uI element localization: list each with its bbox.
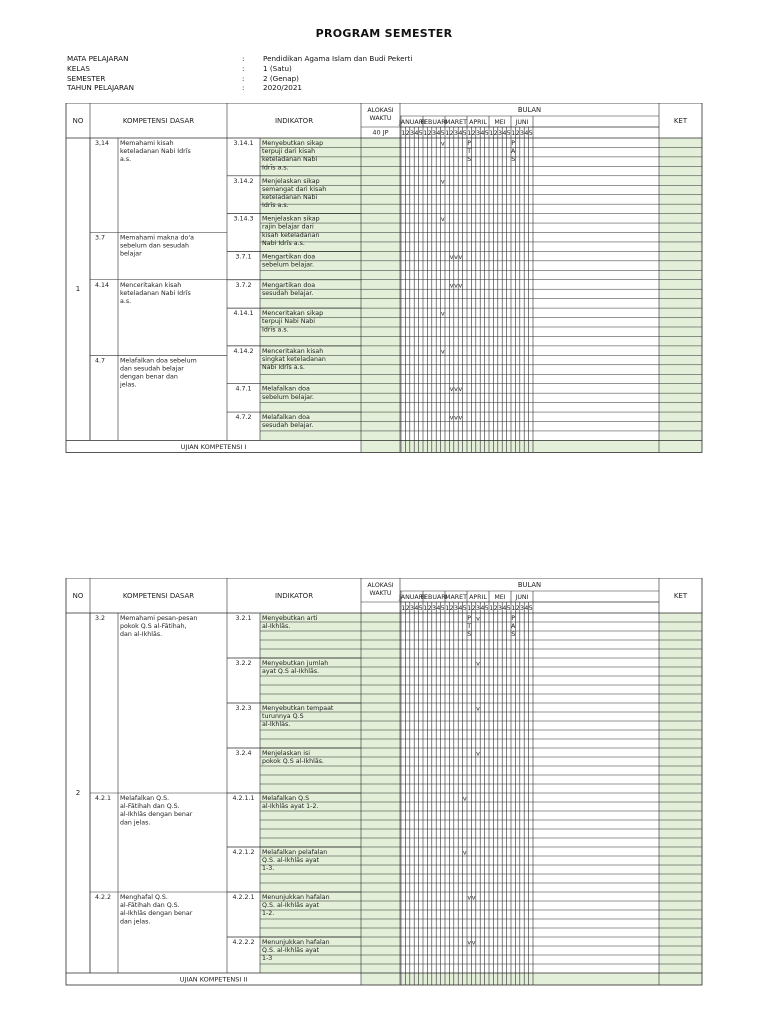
- week-number: 1: [467, 605, 472, 612]
- week-number: 5: [440, 605, 445, 612]
- week-number: 1: [511, 605, 516, 612]
- kd-code: 3,14: [95, 140, 110, 147]
- week-number: 5: [418, 130, 423, 137]
- header-alokasi: ALOKASI: [367, 107, 394, 114]
- header-no: NO: [72, 117, 84, 125]
- week-number: 1: [467, 130, 472, 137]
- indicator-code: 4.2.1.1: [232, 795, 255, 802]
- footer-label: UJIAN KOMPETENSI I: [180, 442, 247, 451]
- week-number: 4: [436, 605, 441, 612]
- indicator-code: 3.7.1: [235, 253, 252, 261]
- month-label: APRIL: [469, 594, 487, 601]
- header-kompetensi-dasar: KOMPETENSI DASAR: [122, 592, 195, 600]
- month-label: MEI: [494, 119, 506, 126]
- document-meta: [67, 54, 467, 93]
- week-number: 5: [506, 130, 511, 137]
- week-number: 2: [471, 130, 476, 137]
- kd-description: Memahami makna do'a sebelum dan sesudah belajar: [120, 234, 194, 258]
- ket-fill: [659, 613, 702, 985]
- schedule-mark: v: [462, 795, 467, 803]
- header-ket: KET: [673, 592, 688, 600]
- schedule-mark: v: [440, 178, 445, 186]
- indicator-description: Menunjukkan hafalan Q.S. al-Ikhlās ayat 1-3: [262, 939, 330, 963]
- week-number: 2: [405, 130, 410, 137]
- indicator-code: 3.14.1: [233, 140, 254, 147]
- page-title: PROGRAM SEMESTER: [315, 27, 453, 40]
- week-number: 5: [484, 605, 489, 612]
- pas-letter: A: [511, 623, 516, 630]
- week-number: 5: [506, 605, 511, 612]
- schedule-mark: v: [454, 282, 458, 290]
- week-number: 3: [475, 130, 481, 137]
- month-label: MEI: [494, 594, 506, 601]
- indicator-code: 3.2.2: [235, 660, 252, 667]
- week-number: 1: [489, 605, 494, 612]
- week-number: 5: [462, 130, 467, 137]
- semester-program-table: [0, 103, 768, 453]
- indicator-description: Menjelaskan sikap rajin belajar dari kisah keteladanan Nabi Idrīs a.s.: [262, 215, 320, 247]
- header-bulan: BULAN: [517, 581, 542, 589]
- semester-program-table: [0, 578, 768, 986]
- indicator-code: 4.14.2: [233, 347, 254, 355]
- meta-colon: :: [242, 73, 245, 83]
- schedule-mark: v: [458, 282, 463, 290]
- week-number: 4: [458, 130, 463, 137]
- kd-description: Menceritakan kisah keteladanan Nabi Idrīs a.s.: [120, 281, 191, 305]
- schedule-mark: v: [449, 386, 454, 394]
- meta-value: Pendidikan Agama Islam dan Budi Pekerti: [263, 54, 413, 63]
- footer-fill: [401, 973, 659, 985]
- kd-description: Memahami pesan-pesan pokok Q.S al-Fātihah, dan al-Ikhlās.: [120, 615, 198, 639]
- month-label: FEBUARI: [420, 119, 448, 126]
- schedule-mark: v: [471, 939, 476, 947]
- indicator-description: Menjelaskan sikap semangat dari kisah keteladanan Nabi Idrīs a.s.: [262, 177, 327, 210]
- week-number: 3: [497, 605, 503, 612]
- schedule-mark: v: [476, 660, 480, 668]
- indicator-description: Menjelaskan isi pokok Q.S al-Ikhlās.: [262, 750, 324, 766]
- week-number: 3: [431, 130, 437, 137]
- indicator-code: 4.2.1.2: [232, 849, 255, 856]
- week-number: 2: [405, 605, 410, 612]
- kd-description: Melafalkan doa sebelum dan sesudah belajar dengan benar dan jelas.: [120, 357, 197, 389]
- indicator-code: 3.14.3: [233, 215, 254, 223]
- pts-letter: S: [467, 631, 472, 638]
- header-no: NO: [72, 592, 84, 600]
- header-waktu: WAKTU: [369, 115, 392, 122]
- week-number: 3: [453, 605, 459, 612]
- week-number: 3: [519, 130, 525, 137]
- week-number: 3: [453, 130, 459, 137]
- meta-row: [67, 54, 467, 64]
- pas-letter: A: [511, 148, 516, 155]
- schedule-mark: v: [440, 348, 445, 356]
- pts-letter: T: [467, 623, 472, 630]
- month-label: JANUARI: [399, 119, 425, 126]
- indicator-code: 3.7.2: [235, 281, 252, 289]
- footer-label: UJIAN KOMPETENSI II: [179, 975, 248, 984]
- schedule-mark: v: [454, 253, 458, 261]
- indicator-description: Menyebutkan sikap terpuji dari kisah keteladanan Nabi Idrīs a.s.: [262, 140, 324, 172]
- week-number: 1: [401, 130, 406, 137]
- schedule-mark: v: [440, 140, 445, 148]
- month-label: JANUARI: [399, 594, 425, 601]
- schedule-mark: v: [476, 750, 480, 758]
- header-bulan: BULAN: [517, 106, 542, 114]
- schedule-mark: v: [476, 705, 480, 713]
- kd-description: Memahami kisah keteladanan Nabi Idrīs a.s.: [120, 140, 191, 164]
- week-number: 1: [489, 130, 494, 137]
- schedule-mark: v: [471, 894, 476, 902]
- header-indikator: INDIKATOR: [274, 592, 314, 600]
- indicator-description: Menyebutkan arti al-Ikhlās.: [262, 615, 318, 631]
- week-number: 4: [414, 605, 419, 612]
- meta-row: [67, 83, 467, 93]
- week-number: 5: [418, 605, 423, 612]
- indicator-code: 3.2.3: [235, 705, 252, 712]
- indicator-code: 4.7.1: [235, 385, 252, 393]
- week-number: 3: [409, 605, 415, 612]
- allocation-fill: [361, 613, 400, 985]
- indicator-description: Menyebutkan jumlah ayat Q.S al-Ikhlās.: [262, 660, 329, 676]
- indicator-description: Menceritakan kisah singkat keteladanan Nabi Idrīs a.s.: [262, 347, 326, 372]
- pas-letter: S: [511, 156, 516, 163]
- meta-row: [67, 64, 467, 74]
- week-number: 1: [445, 130, 450, 137]
- indicator-code: 4.2.2.2: [232, 939, 255, 946]
- header-waktu: WAKTU: [369, 590, 392, 597]
- indicator-description: Melafalkan pelafalan Q.S. al-Ikhlās ayat 1-3.: [262, 849, 328, 873]
- kd-code: 3.2: [95, 615, 106, 622]
- schedule-mark: v: [462, 849, 467, 857]
- header-ket: KET: [673, 117, 688, 125]
- month-label: FEBUARI: [420, 594, 448, 601]
- header-indikator: INDIKATOR: [274, 117, 314, 125]
- pts-letter: S: [467, 156, 472, 163]
- indicator-code: 3.2.4: [235, 750, 252, 757]
- week-number: 4: [414, 130, 419, 137]
- week-number: 2: [515, 605, 520, 612]
- week-number: 4: [480, 605, 485, 612]
- schedule-mark: v: [458, 253, 463, 261]
- kd-code: 4.7: [95, 357, 106, 365]
- schedule-mark: v: [467, 894, 472, 902]
- week-number: 2: [449, 130, 454, 137]
- indicator-description: Menyebutkan tempaat turunnya Q.S al-Ikhlās.: [262, 705, 334, 729]
- meta-value: 2 (Genap): [263, 73, 299, 83]
- indicator-description: Melafalkan doa sebelum belajar.: [262, 385, 315, 401]
- meta-colon: :: [242, 54, 245, 63]
- meta-label: SEMESTER: [67, 73, 106, 83]
- week-number: 4: [480, 130, 485, 137]
- week-number: 1: [445, 605, 450, 612]
- indicator-code: 4.14.1: [233, 310, 254, 318]
- meta-colon: :: [242, 83, 245, 93]
- schedule-mark: v: [454, 414, 458, 422]
- schedule-mark: v: [476, 615, 480, 623]
- pas-letter: P: [511, 140, 516, 147]
- row-number: 1: [75, 285, 81, 294]
- meta-value: 1 (Satu): [263, 63, 292, 73]
- indicator-code: 4.7.2: [235, 414, 252, 422]
- pts-letter: P: [467, 615, 472, 622]
- week-number: 4: [458, 605, 463, 612]
- week-number: 4: [502, 130, 507, 137]
- week-number: 5: [528, 605, 533, 612]
- schedule-mark: v: [454, 386, 458, 394]
- week-number: 2: [515, 130, 520, 137]
- week-number: 5: [484, 130, 489, 137]
- month-label: JUNI: [515, 119, 529, 126]
- allocation-value: 40 JP: [372, 128, 389, 137]
- week-number: 3: [519, 605, 525, 612]
- header-kompetensi-dasar: KOMPETENSI DASAR: [122, 117, 195, 125]
- month-label: MARET: [445, 119, 467, 126]
- schedule-mark: v: [449, 253, 454, 261]
- week-number: 4: [436, 130, 441, 137]
- week-number: 2: [493, 605, 498, 612]
- week-number: 1: [423, 605, 428, 612]
- meta-colon: :: [242, 63, 245, 73]
- indicator-code: 3.14.2: [233, 177, 254, 185]
- schedule-mark: v: [440, 216, 445, 224]
- week-number: 1: [423, 130, 428, 137]
- indicator-description: Melafalkan doa sesudah belajar.: [262, 414, 314, 430]
- month-label: APRIL: [469, 119, 487, 126]
- pas-letter: P: [511, 615, 516, 622]
- pts-letter: P: [467, 140, 472, 147]
- schedule-mark: v: [458, 386, 463, 394]
- indicator-code: 3.2.1: [235, 615, 252, 622]
- schedule-mark: v: [449, 282, 454, 290]
- pas-letter: S: [511, 631, 516, 638]
- week-number: 4: [502, 605, 507, 612]
- week-number: 2: [449, 605, 454, 612]
- week-number: 3: [431, 605, 437, 612]
- indicator-code: 4.2.2.1: [232, 894, 255, 901]
- indicator-description: Mengartikan doa sebelum belajar.: [262, 253, 316, 269]
- week-number: 3: [497, 130, 503, 137]
- pts-letter: T: [467, 148, 472, 155]
- indicator-description: Mengartikan doa sesudah belajar.: [262, 281, 316, 297]
- week-number: 1: [401, 605, 406, 612]
- meta-label: TAHUN PELAJARAN: [67, 83, 134, 93]
- footer-fill: [401, 440, 659, 452]
- meta-row: [67, 74, 467, 84]
- week-number: 3: [475, 605, 481, 612]
- schedule-mark: v: [440, 310, 445, 318]
- week-number: 4: [524, 130, 529, 137]
- week-number: 5: [528, 130, 533, 137]
- week-number: 5: [462, 605, 467, 612]
- meta-value: 2020/2021: [263, 83, 303, 93]
- month-label: JUNI: [515, 594, 529, 601]
- week-number: 5: [440, 130, 445, 137]
- kd-code: 4.2.2: [95, 894, 112, 901]
- indicator-description: Menunjukkan hafalan Q.S. al-Ikhlās ayat 1-2.: [262, 894, 330, 918]
- schedule-mark: v: [449, 414, 454, 422]
- header-alokasi: ALOKASI: [367, 582, 394, 589]
- row-number: 2: [75, 789, 81, 797]
- schedule-mark: v: [467, 939, 472, 947]
- week-number: 2: [427, 130, 432, 137]
- kd-code: 3.7: [95, 234, 106, 242]
- meta-label: MATA PELAJARAN: [67, 54, 129, 63]
- week-number: 2: [471, 605, 476, 612]
- indicator-description: Menceritakan sikap terpuji Nabi Nabi Idrīs a.s.: [262, 310, 324, 334]
- week-number: 2: [493, 130, 498, 137]
- week-number: 4: [524, 605, 529, 612]
- month-label: MARET: [445, 594, 467, 601]
- week-number: 3: [409, 130, 415, 137]
- kd-code: 4.2.1: [95, 795, 112, 802]
- schedule-mark: v: [458, 414, 463, 422]
- kd-description: Menghafal Q.S. al-Fātihah dan Q.S. al-Ikhlās dengan benar dan jelas.: [120, 894, 193, 926]
- week-number: 1: [511, 130, 516, 137]
- kd-code: 4.14: [95, 281, 110, 289]
- kd-description: Melafalkan Q.S. al-Fātihah dan Q.S. al-Ikhlās dengan benar dan jelas.: [120, 795, 193, 827]
- meta-label: KELAS: [67, 63, 90, 73]
- week-number: 2: [427, 605, 432, 612]
- indicator-description: Melafalkan Q.S al-Ikhlās ayat 1-2.: [262, 795, 319, 811]
